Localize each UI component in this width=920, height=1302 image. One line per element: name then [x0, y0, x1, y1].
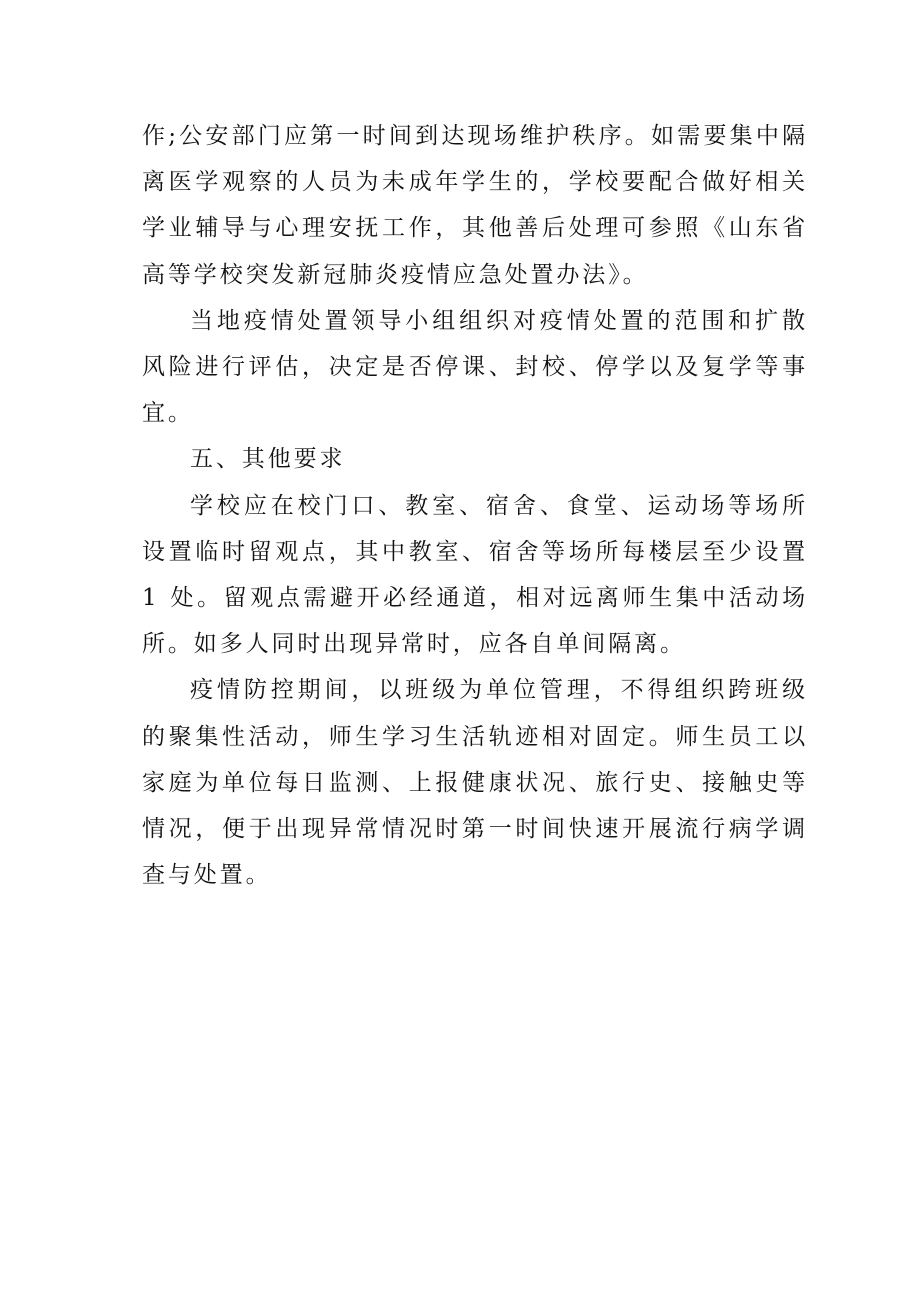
paragraph-observation-points: 学校应在校门口、教室、宿舍、食堂、运动场等场所设置临时留观点，其中教室、宿舍等场所每楼层至少设置 1 处。留观点需避开必经通道，相对远离师生集中活动场所。如多人同时出现异常时，应各自单间隔离。: [142, 492, 808, 658]
document-page: [142, 113, 808, 898]
paragraph-continuation: 作;公安部门应第一时间到达现场维护秩序。如需要集中隔离医学观察的人员为未成年学生的，学校要配合做好相关学业辅导与心理安抚工作，其他善后处理可参照《山东省高等学校突发新冠肺炎疫情应急处置办法》。: [142, 123, 808, 288]
section-heading-other-requirements: 五、其他要求: [190, 446, 346, 473]
paragraph-risk-assessment: 当地疫情处置领导小组组织对疫情处置的范围和扩散风险进行评估，决定是否停课、封校、停学以及复学等事宜。: [142, 307, 808, 427]
paragraph-class-management: 疫情防控期间，以班级为单位管理，不得组织跨班级的聚集性活动，师生学习生活轨迹相对固定。师生员工以家庭为单位每日监测、上报健康状况、旅行史、接触史等情况，便于出现异常情况时第一时间快速开展流行病学调查与处置。: [142, 677, 808, 889]
